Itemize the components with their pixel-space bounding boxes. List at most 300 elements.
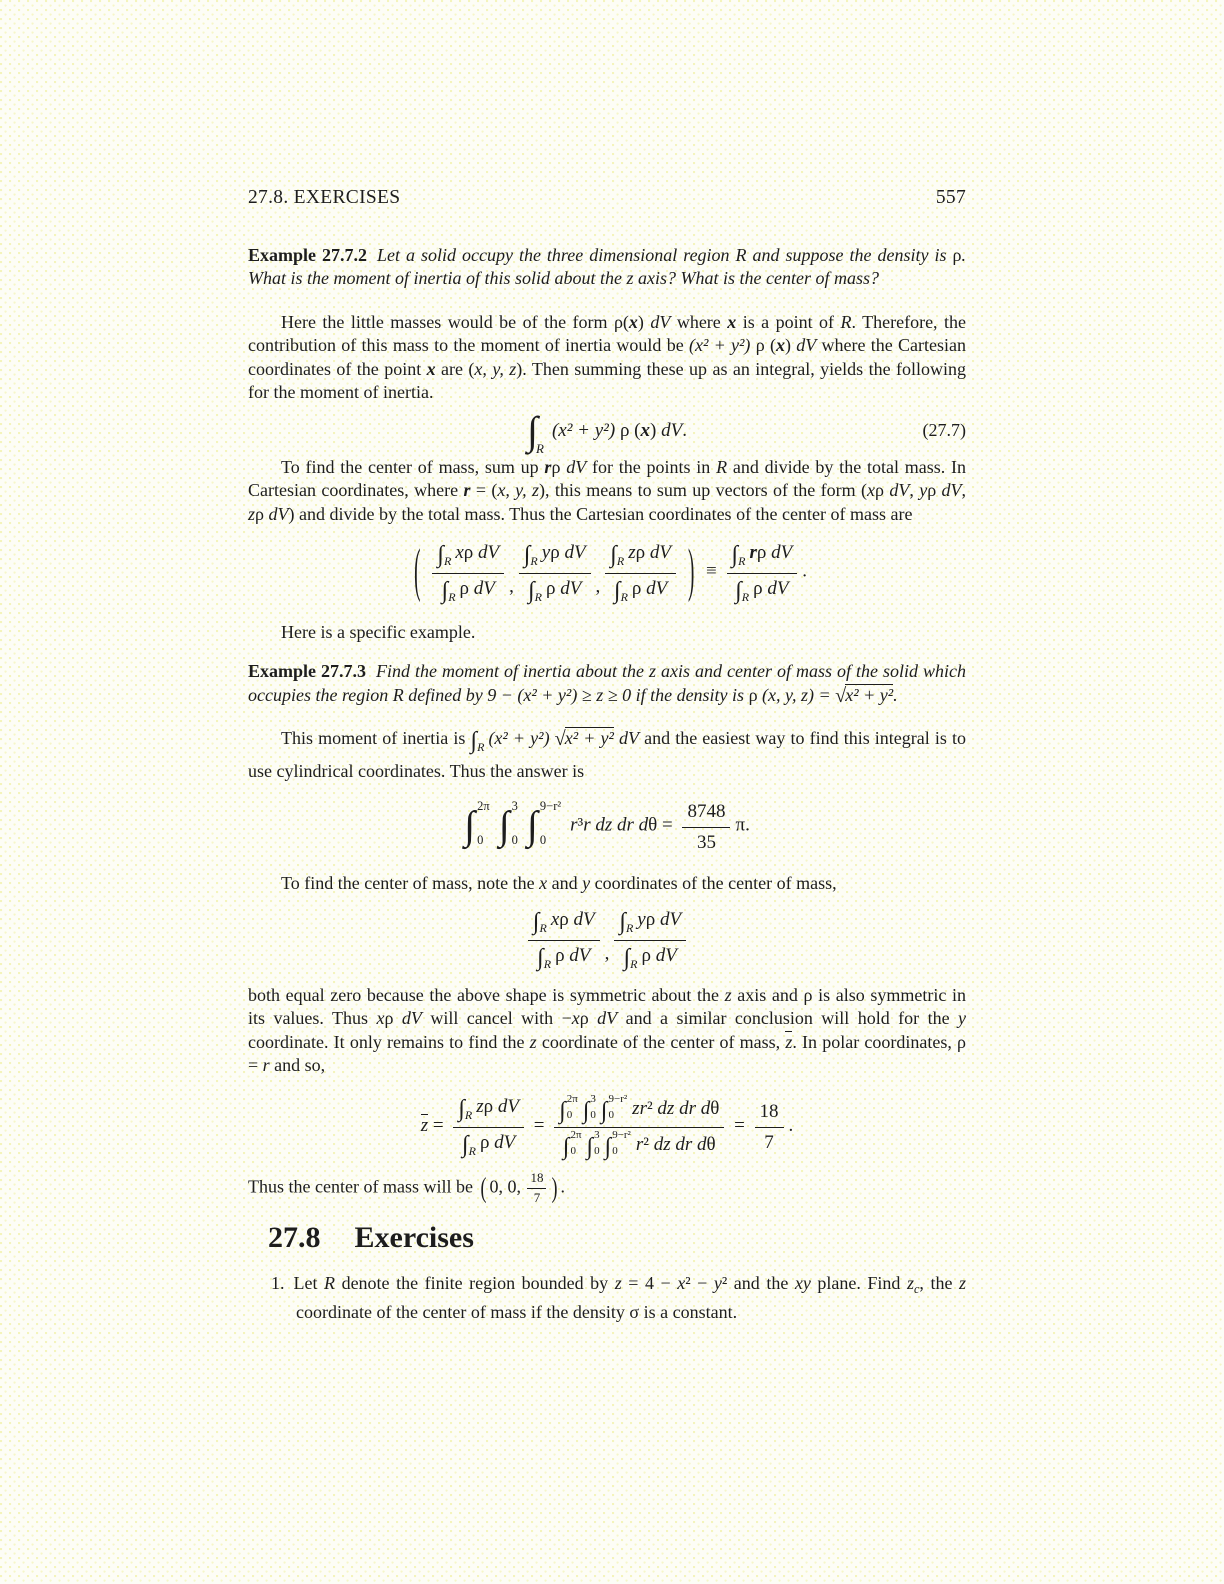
fraction: [453, 1094, 524, 1159]
text-run: y: [713, 1272, 722, 1293]
page-content: [248, 186, 966, 1325]
text-run: ∫: [582, 1097, 590, 1124]
text-run: R: [840, 311, 852, 332]
text-run: ∫: [614, 577, 621, 604]
text-run: denote the finite region bounded by: [335, 1272, 615, 1293]
text-run: ³: [577, 814, 584, 836]
text-run: where the Cartesian coordinates of the point: [248, 335, 967, 379]
text-run: y: [541, 542, 551, 563]
running-head: 27.8. EXERCISES: [248, 187, 401, 208]
text-run: ,: [509, 575, 514, 597]
lower-limit: 0: [477, 832, 484, 847]
text-run: coordinate of the center of mass if the density σ is a constant.: [296, 1302, 738, 1323]
text-run: ∫: [600, 1097, 608, 1124]
text-run: ρ: [550, 542, 565, 563]
section-number: 27.8: [268, 1220, 321, 1254]
integral-limits: [567, 1094, 578, 1121]
lower-limit: 0: [594, 1144, 600, 1157]
text-run: ∫: [532, 909, 540, 936]
text-run: ,: [604, 942, 610, 964]
text-run: =: [528, 1114, 550, 1136]
text-run: coordinates of the center of mass,: [590, 872, 837, 893]
text-run: ∫: [441, 577, 449, 604]
text-run: ρ: [645, 909, 660, 931]
upper-limit: 9−r²: [608, 1092, 628, 1105]
upper-limit: 3: [594, 1128, 600, 1141]
text-run: ρ: [551, 456, 567, 477]
text-run: √: [835, 684, 847, 707]
text-run: dV: [569, 945, 591, 967]
text-run: z: [785, 1031, 793, 1052]
text-run: both equal zero because the above shape is symmetric about the: [248, 984, 725, 1005]
text-run: ): [687, 539, 695, 605]
fraction-numerator: [527, 1171, 546, 1189]
text-run: ²: [643, 1133, 649, 1155]
text-run: dV: [659, 909, 682, 931]
text-run: z: [628, 542, 636, 563]
text-run: ): [551, 1171, 558, 1204]
text-run: dV: [494, 1131, 516, 1153]
text-run: are (: [435, 358, 475, 379]
text-run: plane. Find: [810, 1272, 907, 1293]
text-run: and: [547, 872, 583, 893]
text-run: ,: [909, 480, 920, 500]
text-run: ): [637, 311, 651, 332]
text-run: y: [637, 909, 646, 931]
text-run: (x² + y²): [488, 728, 550, 749]
text-run: is a point of: [736, 311, 841, 332]
text-run: =: [729, 1114, 750, 1136]
text-run: R: [625, 921, 634, 936]
text-run: θ: [648, 814, 658, 836]
text-run: R: [534, 589, 542, 604]
text-run: x: [628, 311, 638, 332]
text-run: [550, 728, 555, 748]
text-run: r dz dr d: [583, 814, 649, 836]
paragraph-masses: [248, 311, 966, 405]
fraction-denominator: [527, 1189, 546, 1206]
text-run: ρ: [555, 945, 570, 967]
fraction: [519, 540, 591, 605]
example-2772-label: Example 27.7.2: [248, 244, 367, 265]
text-run: r: [463, 480, 471, 500]
text-run: x: [550, 909, 560, 931]
fraction: [554, 1094, 724, 1159]
lower-limit: 0: [570, 1144, 576, 1157]
equation-277: [248, 407, 966, 456]
equation-277-tag: (27.7): [922, 420, 966, 440]
equation-center-of-mass: [248, 540, 966, 605]
text-run: x: [640, 419, 651, 441]
text-run: 8748: [687, 801, 726, 823]
lower-limit: 0: [566, 1108, 573, 1121]
text-run: dV: [566, 456, 587, 477]
text-run: r: [544, 456, 552, 477]
text-run: R: [448, 589, 456, 604]
text-run: 0, 0,: [489, 1176, 526, 1197]
text-run: z: [958, 1272, 966, 1293]
text-run: where: [670, 311, 728, 332]
example-2772: [248, 244, 966, 291]
fraction-denominator: [605, 574, 676, 605]
equation-zbar: [248, 1094, 966, 1159]
text-run: ,: [595, 575, 601, 597]
text-run: R: [536, 440, 544, 456]
text-run: ²: [646, 1097, 653, 1119]
text-run: ∫: [498, 802, 510, 848]
exercise-body: [294, 1273, 967, 1323]
lower-limit: 0: [539, 832, 547, 847]
text-run: ρ: [927, 480, 942, 500]
text-run: dV: [473, 577, 495, 599]
text-run: ρ: [459, 577, 474, 599]
text-run: x: [376, 1008, 385, 1029]
fraction-numerator: [453, 1094, 524, 1128]
text-run: ρ: [479, 1131, 495, 1153]
exercise-item-1: [248, 1272, 966, 1325]
text-run: =: [657, 814, 678, 836]
text-run: = (: [470, 480, 498, 500]
lower-limit: 0: [511, 832, 518, 847]
text-run: R: [539, 921, 547, 936]
text-run: ρ: [874, 480, 890, 500]
text-run: ρ: [483, 1096, 498, 1118]
text-run: 7: [533, 1189, 541, 1205]
text-run: x: [571, 1008, 580, 1029]
text-run: . In polar coordinates, ρ =: [248, 1031, 966, 1076]
fraction: [527, 1171, 546, 1206]
text-run: y: [919, 480, 928, 500]
fraction-numerator: [614, 907, 686, 941]
text-run: z: [248, 503, 256, 524]
text-run: dV: [597, 1008, 618, 1029]
integral-limits: [477, 800, 490, 846]
text-run: ρ: [631, 577, 647, 599]
text-run: for the points in: [586, 456, 717, 477]
integral-limits: [590, 1094, 596, 1121]
text-run: To find the center of mass, sum up: [281, 456, 545, 477]
text-run: R: [741, 589, 750, 604]
page-number: 557: [935, 187, 966, 208]
text-run: dV: [796, 335, 817, 355]
text-run: R: [616, 554, 625, 568]
text-run: Let a solid occupy the three dimensional region R and suppose the density is: [377, 244, 953, 265]
text-run: ρ: [579, 1008, 598, 1029]
text-run: .: [682, 419, 687, 441]
text-run: x, y, z: [474, 358, 517, 379]
text-run: ρ: [463, 542, 478, 563]
text-run: ): [650, 419, 662, 441]
upper-limit: 9−r²: [539, 799, 562, 814]
text-run: ∫: [586, 1133, 594, 1160]
fraction-numerator: [528, 907, 600, 941]
text-run: ∫: [537, 945, 544, 972]
text-run: and so,: [269, 1055, 326, 1076]
fraction: [605, 540, 676, 605]
text-run: ρ (: [615, 419, 641, 441]
fraction-numerator: [727, 540, 798, 574]
text-run: xy: [794, 1272, 811, 1293]
text-run: x: [539, 872, 548, 893]
text-run: R: [630, 957, 638, 972]
text-run: and the: [727, 1272, 795, 1293]
text-run: 35: [696, 831, 716, 853]
text-run: ). Then summing these up as an integral, yields the following for the moment of inertia.: [248, 358, 966, 402]
text-run: x: [775, 335, 785, 355]
text-run: dV: [661, 419, 683, 441]
fraction-denominator: [614, 941, 686, 972]
text-run: ρ: [756, 542, 772, 563]
text-run: dV: [767, 577, 789, 599]
upper-limit: 3: [511, 799, 518, 814]
integral-limits: [540, 800, 561, 846]
fraction: [727, 540, 798, 605]
fraction-denominator: [528, 941, 600, 972]
text-run: Let: [293, 1272, 325, 1293]
text-run: ≡: [701, 560, 722, 582]
text-run: ) and divide by the total mass. Thus the Cartesian coordinates of the center of mass are: [288, 503, 913, 524]
text-run: coordinate of the center of mass,: [536, 1031, 786, 1052]
fraction-numerator: [755, 1099, 784, 1128]
equation-triple-integral: [248, 799, 966, 854]
text-run: z: [724, 984, 732, 1005]
text-run: ρ: [559, 909, 574, 931]
text-run: Here is a specific example.: [281, 621, 476, 642]
upper-limit: 2π: [477, 799, 490, 814]
text-run: .: [802, 560, 807, 582]
text-run: r: [635, 1133, 644, 1155]
text-run: , the: [919, 1272, 959, 1293]
text-run: x: [677, 1272, 686, 1293]
paragraph-specific-example: [248, 621, 966, 645]
text-run: ∫: [610, 542, 617, 568]
fraction-denominator: [453, 1128, 524, 1159]
fraction: [755, 1099, 784, 1154]
text-run: ∫: [559, 1097, 566, 1124]
fraction-denominator: [432, 574, 504, 605]
fraction: [614, 907, 686, 972]
text-run: ρ: [255, 503, 269, 524]
text-run: ∫: [623, 945, 631, 972]
text-run: ρ (: [750, 335, 776, 355]
text-run: π.: [735, 814, 750, 836]
text-run: y: [958, 1008, 967, 1029]
section-title: Exercises: [354, 1220, 474, 1254]
text-run: ∫: [731, 542, 739, 568]
text-run: dV: [889, 480, 910, 500]
text-run: will cancel with −: [421, 1008, 572, 1029]
text-run: and the easiest way to find this integral is to use cylindrical coordinates. Thus the answer is: [248, 728, 967, 781]
text-run: ρ: [952, 244, 962, 265]
text-run: 7: [764, 1131, 774, 1153]
text-run: √: [554, 728, 566, 751]
text-run: ∫: [562, 1133, 570, 1160]
text-run: Thus the center of mass will be: [248, 1176, 478, 1197]
text-run: .: [893, 684, 898, 705]
text-run: ∫: [470, 728, 478, 755]
fraction-numerator: [682, 799, 730, 828]
equation-xy-fractions: [248, 907, 966, 972]
text-run: R: [468, 1143, 476, 1158]
integral-limits: [612, 1130, 631, 1157]
fraction-denominator: [727, 574, 798, 605]
text-run: ∫: [523, 542, 531, 568]
text-run: dV: [564, 542, 586, 563]
text-run: dV: [477, 542, 500, 563]
text-run: ∫: [619, 909, 626, 936]
fraction-numerator: [519, 540, 591, 574]
paragraph-moment-of-inertia: [248, 727, 966, 783]
text-run: −: [690, 1272, 714, 1293]
fraction-numerator: [432, 540, 504, 574]
text-run: . Therefore, the contribution of this mass to the moment of inertia would be: [248, 311, 966, 355]
text-run: ): [784, 335, 797, 355]
fraction-denominator: [682, 828, 730, 854]
text-run: and a similar conclusion will hold for the: [617, 1008, 959, 1029]
text-run: ²: [721, 1272, 728, 1293]
text-run: z: [906, 1272, 914, 1293]
text-run: ρ: [753, 577, 768, 599]
text-run: z: [476, 1096, 484, 1118]
paragraph-note-xy: [248, 872, 966, 896]
text-run: r: [570, 814, 578, 836]
text-run: dz dr d: [648, 1133, 707, 1155]
text-run: θ: [710, 1097, 720, 1119]
text-run: ,: [961, 480, 967, 500]
text-run: R: [443, 554, 452, 568]
example-2773: [248, 660, 966, 707]
text-run: dV: [649, 542, 671, 563]
text-run: ρ: [641, 945, 656, 967]
lower-limit: 0: [590, 1108, 596, 1121]
exercise-number: 1.: [271, 1272, 285, 1293]
text-run: (x² + y²): [551, 419, 616, 441]
text-run: (x² + y²): [688, 335, 751, 355]
text-run: ρ: [635, 542, 650, 563]
text-run: R: [716, 456, 728, 477]
text-run: (: [414, 539, 421, 605]
text-run: To find the center of mass, note the: [281, 872, 540, 893]
text-run: x: [727, 311, 737, 332]
text-run: .: [560, 1176, 565, 1197]
upper-limit: 9−r²: [612, 1128, 631, 1141]
text-run: Find the moment of inertia about the z axis and center of mass of the solid which occupies the region R defined by 9 − (x² + y²) ≥ z ≥ 0 if the density is: [248, 661, 966, 705]
text-run: . What is the moment of inertia of this solid about the z axis? What is the center of mass?: [248, 244, 966, 288]
text-run: ∫: [735, 577, 742, 604]
text-run: dV: [941, 480, 962, 500]
fraction: [682, 799, 730, 854]
text-run: ∫: [526, 802, 538, 848]
text-run: (: [480, 1171, 487, 1204]
page-header: [248, 186, 966, 210]
text-run: x² + y²: [845, 684, 894, 705]
text-run: dV: [268, 503, 289, 524]
fraction-denominator: [519, 574, 591, 605]
text-run: ∫: [462, 1131, 469, 1158]
text-run: dV: [650, 311, 671, 332]
text-run: ²: [685, 1272, 691, 1293]
text-run: ∫: [528, 577, 535, 604]
text-run: r: [749, 542, 757, 563]
text-run: x² + y²: [564, 728, 614, 749]
text-run: R: [324, 1272, 336, 1293]
text-run: R: [543, 957, 552, 972]
text-run: dV: [646, 577, 668, 599]
text-run: dV: [497, 1096, 519, 1118]
lower-limit: 0: [608, 1108, 614, 1121]
text-run: (x, y, z) =: [757, 684, 836, 705]
text-run: dV: [655, 945, 677, 967]
text-run: axis and ρ is also symmetric in its values. Thus: [248, 984, 966, 1029]
text-run: dz dr d: [652, 1097, 711, 1119]
text-run: z: [529, 1031, 537, 1052]
text-run: x: [866, 480, 875, 500]
text-run: x: [426, 358, 436, 379]
lower-limit: 0: [612, 1144, 618, 1157]
text-run: ∫: [464, 802, 476, 848]
text-run: ), this means to sum up vectors of the form (: [539, 480, 867, 500]
text-run: c: [913, 1281, 920, 1296]
text-run: dV: [573, 909, 595, 931]
fraction-denominator: [554, 1128, 724, 1159]
text-run: R: [738, 554, 746, 568]
upper-limit: 2π: [566, 1092, 578, 1105]
integral-limits: [594, 1130, 600, 1157]
text-run: x: [455, 542, 464, 563]
text-run: This moment of inertia is: [281, 728, 471, 749]
paragraph-center-of-mass: [248, 456, 966, 527]
text-run: z: [420, 1114, 429, 1136]
text-run: coordinate. It only remains to find the: [248, 1031, 530, 1052]
text-run: 18: [530, 1169, 544, 1185]
text-run: dV: [560, 577, 582, 599]
text-run: Here the little masses would be of the form ρ(: [281, 311, 629, 332]
text-run: z: [614, 1272, 622, 1293]
fraction-numerator: [605, 540, 676, 574]
text-run: R: [530, 554, 538, 568]
text-run: R: [620, 589, 628, 604]
integral-limits: [570, 1130, 581, 1157]
text-run: x, y, z: [497, 480, 540, 500]
text-run: zr: [632, 1097, 647, 1119]
text-run: 18: [759, 1101, 779, 1123]
text-run: ∫: [527, 407, 539, 453]
paragraph-thus: [248, 1171, 966, 1206]
text-run: =: [428, 1114, 449, 1136]
section-heading: [268, 1222, 966, 1254]
text-run: r: [262, 1055, 270, 1076]
text-run: = 4 −: [621, 1272, 678, 1293]
text-run: ∫: [604, 1133, 612, 1160]
text-run: and divide by the total mass. In Cartesian coordinates, where: [248, 456, 966, 500]
text-run: ρ: [748, 684, 758, 705]
integral-limits: [512, 800, 518, 846]
upper-limit: 3: [590, 1092, 596, 1105]
upper-limit: 2π: [570, 1128, 582, 1141]
fraction: [432, 540, 504, 605]
text-run: R: [464, 1108, 473, 1123]
text-run: ρ: [545, 577, 561, 599]
text-run: dV: [401, 1008, 422, 1029]
example-2773-label: Example 27.7.3: [248, 661, 367, 682]
equation-277-body: [527, 407, 687, 456]
text-run: ρ: [384, 1008, 402, 1029]
text-run: ∫: [437, 542, 444, 568]
fraction-numerator: [554, 1094, 724, 1128]
text-run: dV: [771, 542, 793, 563]
integral-limits: [609, 1094, 628, 1121]
fraction: [528, 907, 600, 972]
